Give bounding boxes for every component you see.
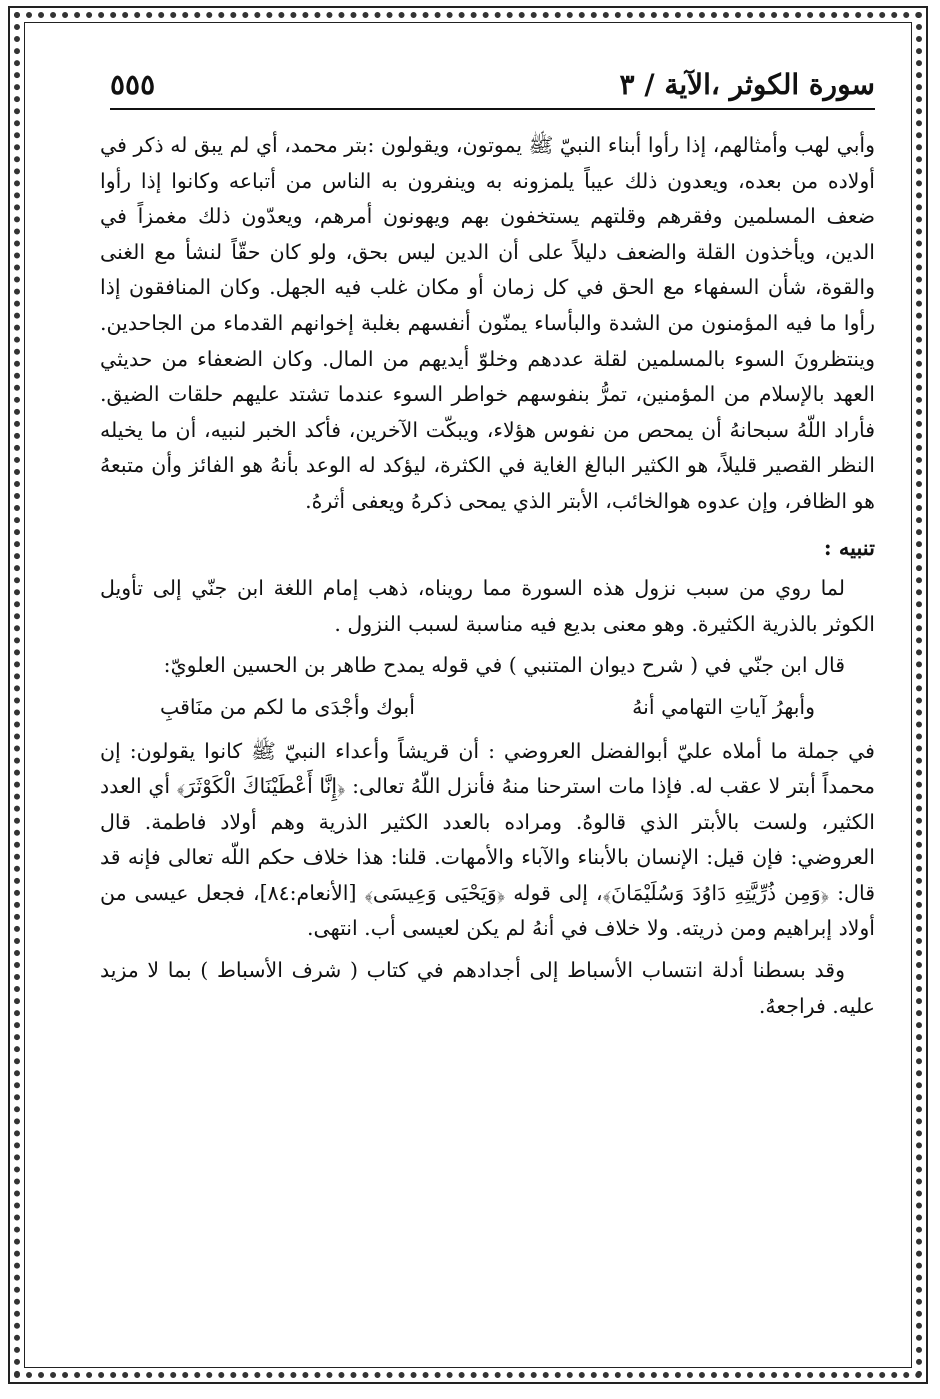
paragraph-3: قال ابن جنّي في ( شرح ديوان المتنبي ) في قوله يمدح طاهر بن الحسين العلويّ:	[163, 653, 845, 678]
poetry-verse	[100, 690, 875, 726]
paragraph-4: في جملة ما أملاه عليّ أبوالفضل العروضي : أن قريشاً وأعداء النبيّ ﷺ كانوا يقولون: إن محمداً أبتر لا عقب له. فإذا مات استرحنا منهُ فأنزل اللّهُ تعالى: ﴿إِنَّا أَعْطَيْنَاكَ الْكَوْثَرَ﴾ أي العدد الكثير، ولست بالأبتر الذي قالوهُ. ومراده بالعدد الكثير الذرية وهم أولاد فاطمة. قال العروضي: فإن قيل: الإنسان بالأبناء والآباء والأمهات. قلنا: هذا خلاف حكم اللّه تعالى فإنه قد قال: ﴿وَمِن ذُرِّيَّتِهِ دَاوُدَ وَسُلَيْمَانَ﴾، إلى قوله ﴿وَيَحْيَى وَعِيسَى﴾ [الأنعام:٨٤]، فجعل عيسى من أولاد إبراهيم ومن ذريته. ولا خلاف في أنهُ لم يكن لعيسى أب. انتهى.	[100, 738, 875, 941]
body-text	[100, 128, 875, 1024]
verse-hemistich-first: وأبهرُ آياتِ التهامي أنهُ	[632, 694, 815, 719]
header-rule	[110, 108, 875, 110]
verse-hemistich-second: أبوك وأجْدَى ما لكم من منَاقبِ	[160, 694, 415, 719]
page-header	[110, 64, 875, 104]
page-number: ٥٥٥	[110, 67, 156, 101]
paragraph-5: وقد بسطنا أدلة انتساب الأسباط إلى أجدادهم في كتاب ( شرف الأسباط ) بما لا مزيد عليه. فراجعهُ.	[100, 958, 875, 1018]
paragraph-2: لما روي من سبب نزول هذه السورة مما رويناه، ذهب إمام اللغة ابن جنّي إلى تأويل الكوثر بالذرية الكثيرة. وهو معنى بديع فيه مناسبة لسبب النزول .	[100, 576, 875, 636]
running-head: سورة الكوثر ،الآية / ٣	[619, 67, 875, 101]
paragraph-1: وأبي لهب وأمثالهم، إذا رأوا أبناء النبيّ ﷺ يموتون، ويقولون :بتر محمد، أي لم يبق له ذكر في أولاده من بعده، ويعدون ذلك عيباً يلمزونه به وينفرون به الناس من أتباعه وكانوا إذا رأوا ضعف المسلمين وفقرهم وقلتهم يستخفون بهم ويهونون أمرهم، ويعدّون ذلك مغمزاً في الدين، ويأخذون القلة والضعف دليلاً على أن الدين ليس بحق، ولو كان حقّاً لنشأ مع الغنى والقوة، شأن السفهاء مع الحق في كل زمان أو مكان غلب فيه الجهل. وكان المنافقون إذا رأوا ما فيه المؤمنون من الشدة والبأساء يمنّون أنفسهم بغلبة إخوانهم القدماء من الجاحدين. وينتظرونَ السوء بالمسلمين لقلة عددهم وخلوّ أيديهم من المال. وكان الضعفاء من حديثي العهد بالإسلام من المؤمنين، تمرُّ بنفوسهم خواطر السوء عندما تشتد عليهم حلقات الضيق. فأراد اللّهُ سبحانهُ أن يمحص من نفوس هؤلاء، ويبكّت الآخرين، فأكد الخبر لنبيه، أن ما يخيله النظر القصير قليلاً، هو الكثير البالغ الغاية في الكثرة، ليؤكد له الوعد بأنهُ هو الفائز وأن متبعهُ هو الظافر، وإن عدوه هوالخائب، الأبتر الذي يمحى ذكرهُ ويعفى أثرهُ.	[100, 133, 875, 513]
section-title: تنبيه :	[823, 534, 875, 560]
